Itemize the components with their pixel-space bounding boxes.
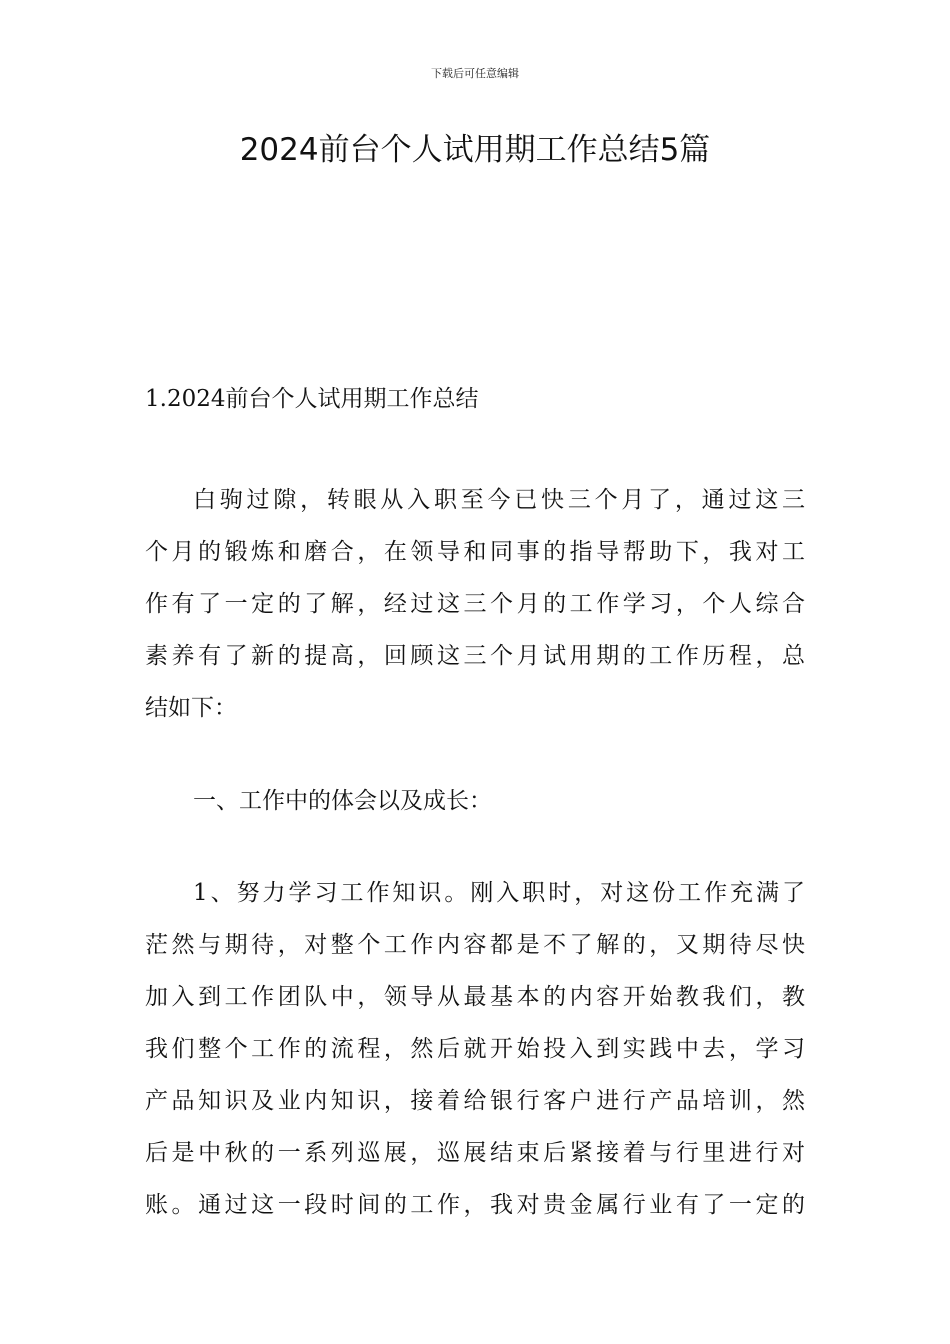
paragraph-line: 素养有了新的提高，回顾这三个月试用期的工作历程，总 bbox=[145, 643, 805, 669]
paragraph-line: 结如下： bbox=[145, 695, 237, 721]
paragraph-line: 1、努力学习工作知识。刚入职时，对这份工作充满了 bbox=[193, 880, 805, 906]
paragraph-line: 账。通过这一段时间的工作，我对贵金属行业有了一定的 bbox=[145, 1192, 805, 1218]
paragraph-intro bbox=[145, 474, 805, 734]
paragraph-line: 作有了一定的了解，经过这三个月的工作学习，个人综合 bbox=[145, 591, 805, 617]
paragraph-line: 白驹过隙，转眼从入职至今已快三个月了，通过这三 bbox=[193, 487, 805, 513]
paragraph-line: 茫然与期待，对整个工作内容都是不了解的，又期待尽快 bbox=[145, 932, 805, 958]
paragraph-subheading bbox=[145, 775, 805, 827]
paragraph-line: 我们整个工作的流程，然后就开始投入到实践中去，学习 bbox=[145, 1036, 805, 1062]
section-heading: 1.2024前台个人试用期工作总结 bbox=[145, 386, 479, 412]
paragraph-line: 后是中秋的一系列巡展，巡展结束后紧接着与行里进行对 bbox=[145, 1140, 805, 1166]
document-title: 2024前台个人试用期工作总结5篇 bbox=[239, 132, 711, 168]
header-note: 下载后可任意编辑 bbox=[431, 67, 519, 80]
paragraph-item-1 bbox=[145, 867, 805, 1231]
paragraph-line: 产品知识及业内知识，接着给银行客户进行产品培训，然 bbox=[145, 1088, 805, 1114]
paragraph-line: 一、工作中的体会以及成长： bbox=[193, 788, 492, 814]
paragraph-line: 个月的锻炼和磨合，在领导和同事的指导帮助下，我对工 bbox=[145, 539, 805, 565]
paragraph-line: 加入到工作团队中，领导从最基本的内容开始教我们，教 bbox=[145, 984, 805, 1010]
